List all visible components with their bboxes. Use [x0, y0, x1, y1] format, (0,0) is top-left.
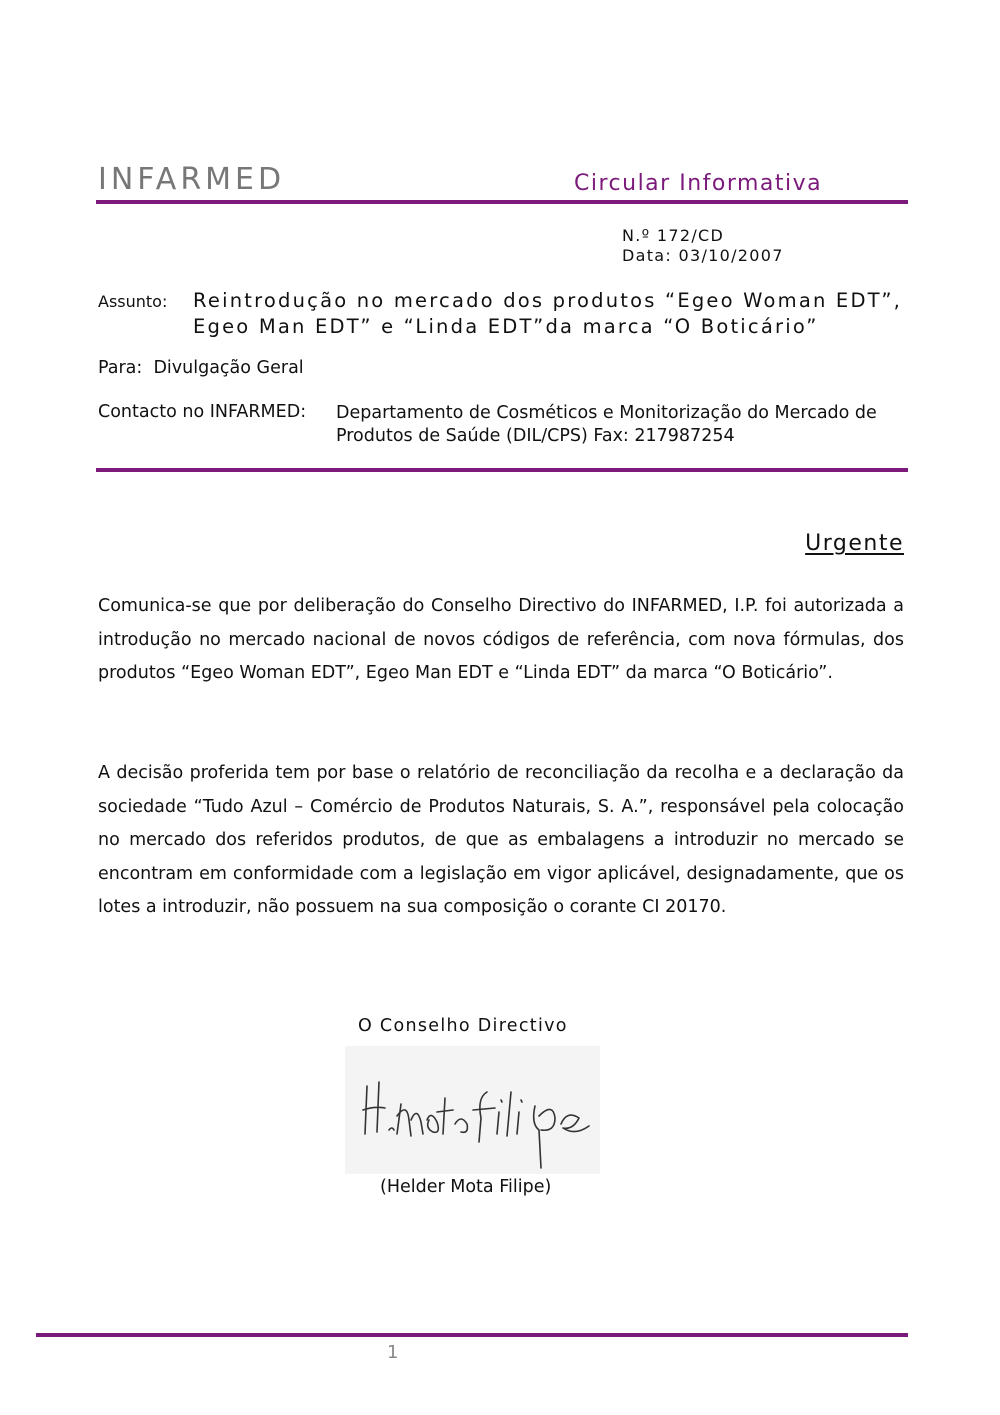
document-type-title: Circular Informativa — [574, 171, 823, 196]
contact-line-1: Departamento de Cosméticos e Monitorização do Mercado de — [336, 403, 877, 423]
signer-name: (Helder Mota Filipe) — [380, 1177, 552, 1197]
body-paragraph-1: Comunica-se que por deliberação do Conselho Directivo do INFARMED, I.P. foi autorizada a introdução no mercado nacional de novos códigos de referência, com nova fórmulas, dos produtos “Egeo Woman EDT”, Egeo Man EDT e “Linda EDT” da marca “O Boticário”. — [98, 596, 904, 683]
subject-line-1: Reintrodução no mercado dos produtos “Egeo Woman EDT”, — [193, 289, 903, 312]
issuer-title: O Conselho Directivo — [358, 1016, 568, 1036]
meta-divider — [96, 468, 908, 472]
footer-divider — [36, 1333, 908, 1337]
contact-label: Contacto no INFARMED: — [98, 402, 307, 422]
urgency-heading: Urgente — [805, 531, 904, 556]
circular-number: N.º 172/CD — [622, 226, 725, 245]
recipient-line — [98, 358, 304, 378]
organization-logo-text: INFARMED — [98, 162, 286, 197]
recipient-label: Para: — [98, 358, 143, 378]
subject-label: Assunto: — [98, 292, 168, 311]
circular-date: Data: 03/10/2007 — [622, 246, 784, 265]
contact-value — [336, 402, 916, 448]
body-paragraph-2: A decisão proferida tem por base o relatório de reconciliação da recolha e a declaração da sociedade “Tudo Azul – Comércio de Produtos Naturais, S. A.”, responsável pela colocação no mercado dos referidos produtos, de que as embalagens a introduzir no mercado se encontram em conformidade com a legislação em vigor aplicável, designadamente, que os lotes a introduzir, não possuem na sua composição o corante CI 20170. — [98, 763, 904, 917]
contact-line-2: Produtos de Saúde (DIL/CPS) Fax: 217987254 — [336, 426, 735, 446]
signature-scribble — [345, 1046, 600, 1174]
page-number: 1 — [387, 1342, 399, 1363]
subject-line-2: Egeo Man EDT” e “Linda EDT”da marca “O Boticário” — [193, 315, 819, 338]
handwritten-signature — [345, 1046, 600, 1174]
header-divider — [96, 200, 908, 204]
subject-text — [193, 288, 913, 340]
recipient-value: Divulgação Geral — [153, 358, 304, 378]
